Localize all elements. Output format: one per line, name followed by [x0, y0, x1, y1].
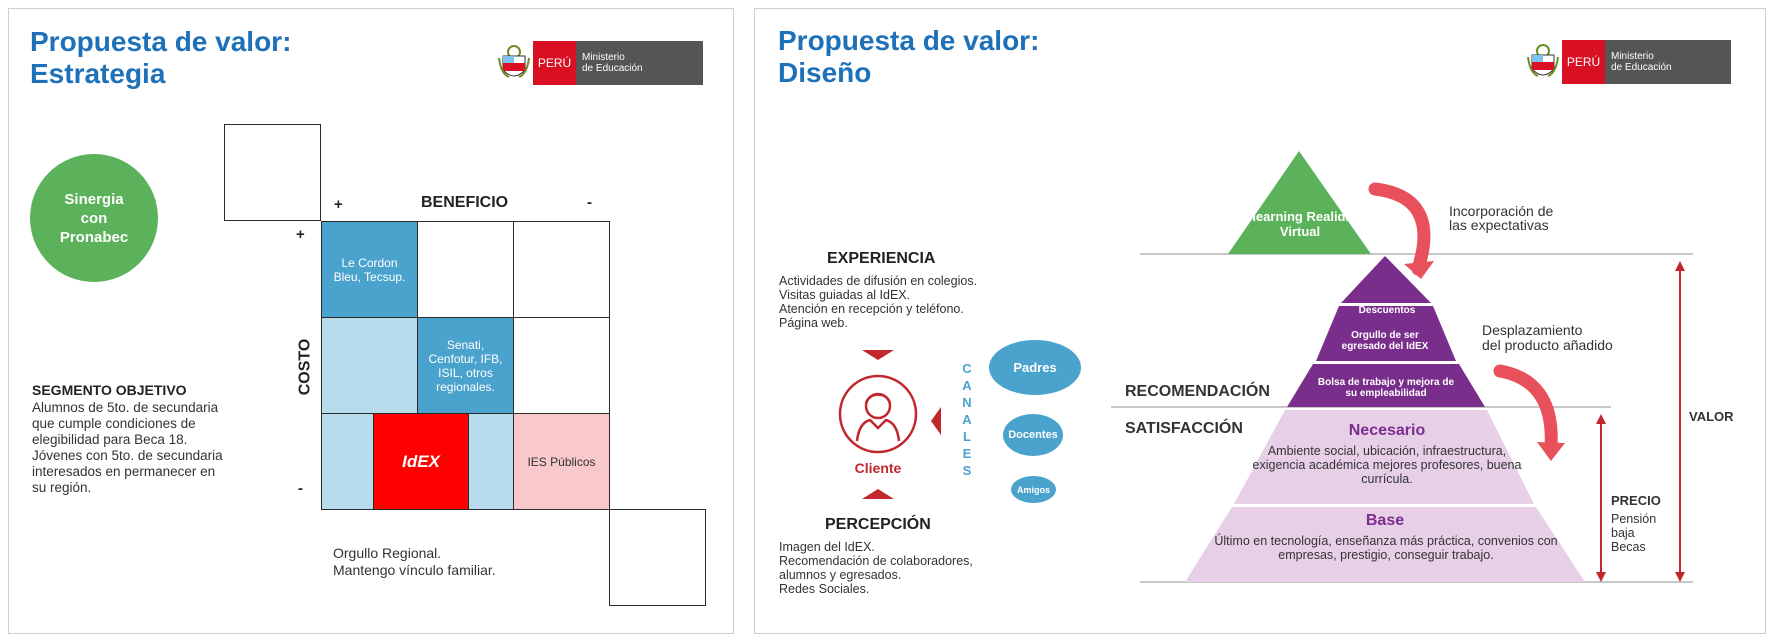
cliente-label: Cliente — [854, 460, 902, 476]
percepcion-item: Imagen del IdEX. — [779, 540, 875, 554]
cost-plus: + — [296, 226, 305, 243]
segment-line: elegibilidad para Beca 18. — [32, 432, 188, 447]
footer-line: Mantengo vínculo familiar. — [333, 562, 496, 578]
orgullo-layer: Orgullo de ser egresado del IdEX — [1341, 330, 1429, 352]
title-line-2: Diseño — [778, 57, 872, 88]
ministry-label — [576, 41, 703, 85]
amigos-bubble: Amigos — [1011, 476, 1056, 503]
segment-line: Alumnos de 5to. de secundaria — [32, 400, 219, 415]
necesario-text: Ambiente social, ubicación, infraestructura, exigencia académica mejores profesores, buena currícula. — [1252, 444, 1522, 486]
precio-arrow-up-icon — [1596, 414, 1606, 424]
segment-heading: SEGMENTO OBJETIVO — [32, 382, 187, 398]
experiencia-item: Página web. — [779, 316, 848, 330]
base-text: Último en tecnología, enseñanza más práctica, convenios con empresas, prestigio, conseguir trabajo. — [1214, 534, 1558, 562]
precio-item: Becas — [1611, 540, 1646, 554]
valor-label: VALOR — [1689, 409, 1734, 424]
canales-letter: S — [962, 463, 972, 478]
matrix-cell-a: Le Cordon Bleu, Tecsup. — [321, 221, 418, 318]
footer-line: Orgullo Regional. — [333, 545, 442, 561]
ministry-line-1: Ministerio — [582, 52, 625, 63]
corner-box-top — [224, 124, 321, 221]
slide-estrategia — [8, 8, 734, 634]
coat-of-arms-icon — [497, 44, 531, 82]
padres-bubble: Padres — [989, 340, 1081, 395]
title-line-2: Estrategia — [30, 58, 166, 89]
matrix-cell-empty — [417, 221, 514, 318]
percepcion-item: alumnos y egresados. — [779, 568, 902, 582]
precio-item: Pensión — [1611, 512, 1657, 526]
canales-letter: N — [962, 395, 972, 410]
benefit-minus: - — [587, 194, 592, 211]
segment-line: que cumple condiciones de — [32, 416, 196, 431]
valor-arrow-line — [1679, 269, 1681, 573]
percepcion-item: Redes Sociales. — [779, 582, 870, 596]
canales-letter: A — [962, 412, 972, 427]
corner-box-bottom — [609, 509, 706, 606]
slide-title — [30, 26, 291, 90]
satisfaccion-label: SATISFACCIÓN — [1125, 420, 1243, 437]
base-title: Base — [1365, 512, 1405, 529]
ministry-line-1: Ministerio — [1611, 51, 1654, 62]
valor-arrow-up-icon — [1675, 261, 1685, 271]
segment-line: su región. — [32, 480, 92, 495]
ministry-logo — [497, 41, 703, 85]
experiencia-item: Atención en recepción y teléfono. — [779, 302, 964, 316]
ies-publicos-cell: IES Públicos — [513, 413, 610, 510]
descuentos-layer: Descuentos — [1358, 305, 1416, 316]
incorporacion-line: las expectativas — [1449, 217, 1549, 233]
matrix-cell-empty — [513, 221, 610, 318]
experiencia-item: Visitas guiadas al IdEX. — [779, 288, 911, 302]
ministry-line-2: de Educación — [582, 63, 643, 74]
peru-label: PERÚ — [1562, 40, 1605, 84]
precio-arrow-line — [1600, 422, 1602, 573]
desplazamiento-line: Desplazamiento — [1482, 322, 1583, 338]
percepcion-item: Recomendación de colaboradores, — [779, 554, 973, 568]
percepcion-heading: PERCEPCIÓN — [825, 516, 931, 533]
docentes-bubble: Docentes — [1003, 414, 1063, 456]
matrix-cell-empty — [513, 317, 610, 414]
incorporacion-text — [1449, 204, 1553, 232]
peru-label: PERÚ — [533, 41, 576, 85]
synergy-circle: Sinergia con Pronabec — [30, 154, 158, 282]
matrix-cell-b: Senati, Cenfotur, IFB, ISIL, otros regionales. — [417, 317, 514, 414]
idex-cell: IdEX — [373, 413, 469, 510]
valor-arrow-down-icon — [1675, 572, 1685, 582]
segment-line: Jóvenes con 5to. de secundaria — [32, 448, 223, 463]
slide-diseno — [754, 8, 1766, 634]
cost-minus: - — [298, 480, 303, 497]
recomendacion-label: RECOMENDACIÓN — [1125, 383, 1270, 400]
canales-letter: A — [962, 378, 972, 393]
benefit-plus: + — [334, 196, 343, 213]
elearning-label: E-learning Realidad Virtual — [1239, 209, 1361, 239]
experiencia-item: Actividades de difusión en colegios. — [779, 274, 978, 288]
precio-items — [1611, 512, 1656, 554]
cost-axis-label: COSTO — [296, 338, 314, 396]
matrix-cell-light — [321, 317, 418, 414]
regional-pride — [333, 545, 496, 579]
canales-letter: E — [962, 446, 972, 461]
segment-line: interesados en permanecer en — [32, 464, 216, 479]
target-segment — [32, 382, 262, 496]
title-line-1: Propuesta de valor: — [30, 26, 292, 57]
title-line-1: Propuesta de valor: — [778, 25, 1040, 56]
necesario-title: Necesario — [1348, 422, 1426, 439]
canales-letter: L — [963, 429, 971, 444]
desplazamiento-text — [1482, 323, 1613, 353]
canales-letter: C — [962, 361, 972, 376]
precio-label: PRECIO — [1611, 493, 1661, 508]
experiencia-heading: EXPERIENCIA — [827, 250, 936, 267]
benefit-axis-label: BENEFICIO — [421, 194, 509, 211]
incorporacion-line: Incorporación de — [1449, 203, 1554, 219]
precio-item: baja — [1611, 526, 1635, 540]
bolsa-layer: Bolsa de trabajo y mejora de su empleabilidad — [1317, 377, 1455, 399]
precio-arrow-down-icon — [1596, 572, 1606, 582]
desplazamiento-line: del producto añadido — [1482, 337, 1613, 353]
ministry-line-2: de Educación — [1611, 62, 1672, 73]
